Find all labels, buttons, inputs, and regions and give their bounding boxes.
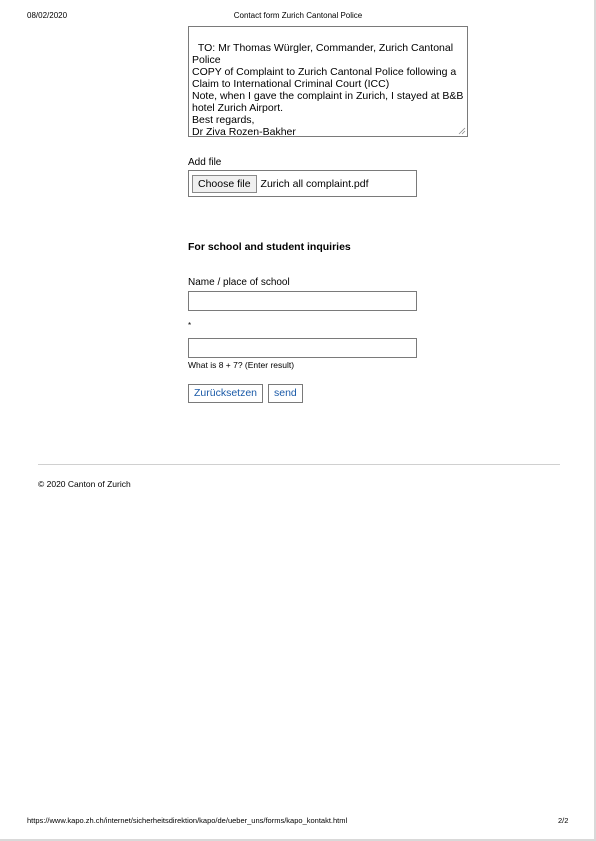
file-input[interactable] [188, 170, 417, 197]
message-text: TO: Mr Thomas Würgler, Commander, Zurich Cantonal Police COPY of Complaint to Zurich Cantonal Police following a Claim to International Criminal Court (ICC) Note, when I gave the complaint in Zurich, I stayed at B&B hotel Zurich Airport. Best regards, Dr Ziva Rozen-Bakher [192, 42, 464, 137]
selected-file-name: Zurich all complaint.pdf [260, 177, 369, 190]
add-file-label: Add file [188, 157, 222, 168]
print-page-title: Contact form Zurich Cantonal Police [233, 11, 363, 20]
school-section-heading: For school and student inquiries [188, 241, 351, 253]
captcha-input[interactable] [188, 338, 417, 358]
print-url: https://www.kapo.zh.ch/internet/sicherheitsdirektion/kapo/de/ueber_uns/forms/kapo_kontakt.html [27, 816, 348, 825]
resize-grip-icon[interactable] [458, 127, 466, 135]
school-name-input[interactable] [188, 291, 417, 311]
captcha-required-marker: * [188, 321, 192, 330]
send-button[interactable]: send [268, 384, 303, 403]
print-date: 08/02/2020 [27, 11, 68, 20]
school-name-label: Name / place of school [188, 277, 290, 288]
reset-button[interactable]: Zurücksetzen [188, 384, 263, 403]
message-textarea[interactable] [188, 26, 468, 137]
print-page-number: 2/2 [558, 816, 569, 825]
footer-divider [38, 464, 560, 465]
choose-file-button[interactable]: Choose file [192, 175, 257, 193]
captcha-hint: What is 8 + 7? (Enter result) [188, 360, 295, 370]
copyright-text: © 2020 Canton of Zurich [38, 479, 131, 489]
